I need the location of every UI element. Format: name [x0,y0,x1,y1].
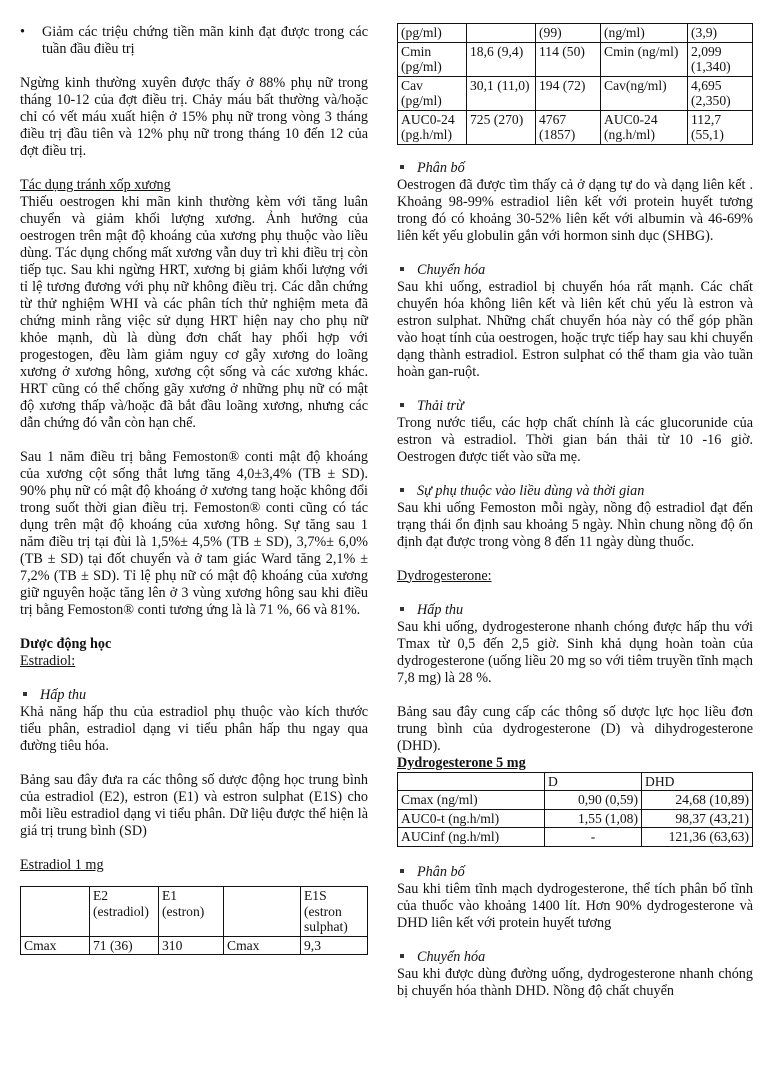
table-row [398,110,753,144]
square-bullet-icon [400,954,404,958]
table-row [398,809,753,828]
table-caption-estradiol: Estradiol 1 mg [20,857,104,873]
table-cell: 725 (270) [467,110,536,144]
square-bullet-icon [400,607,404,611]
paragraph-dydro-metabolism: Sau khi được dùng đường uống, dydrogesterone nhanh chóng bị chuyển hóa thành DHD. Nồng độ chất chuyển [397,965,753,999]
cell-e1-cmax: 310 [159,936,224,955]
table-row [398,791,753,810]
table-cell: 112,7 (55,1) [688,110,753,144]
bullet-dot-icon: • [20,24,25,40]
table-cell: 114 (50) [536,42,601,76]
table-cell: Cav (pg/ml) [398,76,467,110]
table-row [398,42,753,76]
table-cell: AUC0-24 (ng.h/ml) [601,110,688,144]
left-column [20,0,368,955]
square-bullet-icon [400,488,404,492]
paragraph-table-intro: Bảng sau đây đưa ra các thông số dược động học trung bình của estradiol (E2), estron (E1) và estron sulphat (E1S) cho mỗi liều estradiol dạng vi tiểu phân. Dữ liệu được thể hiện là giá trị trung bình (SD) [20,772,368,839]
header-d: D [545,772,642,791]
header-dhd: DHD [642,772,753,791]
table-cell: 4,695 (2,350) [688,76,753,110]
table-cell: 1,55 (1,08) [545,809,642,828]
right-column [397,0,753,1000]
bullet-item [20,24,368,58]
estradiol-table-top [20,886,368,955]
table-cell: (pg/ml) [398,24,467,43]
heading-dydrogesterone: Dydrogesterone: [397,567,492,584]
table-cell: 194 (72) [536,76,601,110]
square-bullet-icon [400,267,404,271]
paragraph-elimination: Trong nước tiểu, các hợp chất chính là các glucorunide của estron và estradiol. Thời gian bán thải từ 10 -16 giờ. Oestrogen được tiết vào sữa mẹ. [397,414,753,465]
square-bullet-icon [400,869,404,873]
square-bullet-icon [23,692,27,696]
square-bullet-icon [400,165,404,169]
subheading-dydro-distribution: Phân bố [397,864,753,881]
table-cell: Cmin (ng/ml) [601,42,688,76]
table-cell: Cmin (pg/ml) [398,42,467,76]
table-cell: (ng/ml) [601,24,688,43]
bullet-text: Giảm các triệu chứng tiền mãn kinh đạt được trong các tuần đầu điều trị [42,24,368,57]
heading-pharmacokinetics: Dược động học [20,636,112,652]
paragraph-bone: Thiếu oestrogen khi mãn kinh thường kèm với tăng luân chuyển và giảm khối lượng xương. Ảnh hưởng của oestrogen trên mật độ khoáng của xương phụ thuộc vào liều dùng. Tác dụng chống mất xương vẫn duy trì khi điều trị còn tiếp tục. Sau khi ngừng HRT, xương bị giảm khối lượng với tỉ lệ tương đương với phụ nữ không điều trị. Các dẫn chứng từ thử nghiệm WHI và các phân tích thử nghiệm meta đã chứng minh rằng việc sử dụng HRT hiện nay cho phụ nữ khỏe mạnh, dù là dùng đơn chất hay phối hợp với progestogen, đều làm giảm nguy cơ gẫy xương do loãng xương ở xương hông, xương cột sống và các xương khác. HRT cũng có thể chống gãy xương ở những phụ nữ có mật độ xương thấp và/hoặc đã bắt đầu loãng xương, nhưng các dẫn chứng đó vẫn còn hạn chế. [20,194,368,431]
square-bullet-icon [400,403,404,407]
table-cell: AUCinf (ng.h/ml) [398,828,545,847]
paragraph-dose-dependence: Sau khi uống Femoston mỗi ngày, nồng độ estradiol đạt đến trạng thái ổn định sau khoảng 5 ngày. Nhìn chung nồng độ ổn định đạt được trong vòng 8 đến 11 ngày dùng thuốc. [397,499,753,550]
table-cell: AUC0-t (ng.h/ml) [398,809,545,828]
table-cell: 24,68 (10,89) [642,791,753,810]
estradiol-table-continued [397,23,753,145]
header-e1: E1 (estron) [159,887,224,937]
row-label-cmax-2: Cmax [224,936,301,955]
dydrogesterone-table [397,772,753,847]
header-e2: E2 (estradiol) [90,887,159,937]
table-cell: 121,36 (63,63) [642,828,753,847]
paragraph-femoston: Sau 1 năm điều trị bằng Femoston® conti mật độ khoáng của xương cột sống thắt lưng tăng 4,0±3,4% (TB ± SD). 90% phụ nữ có mật độ khoáng ở xương tang hoặc không đổi trong suốt thời gian điều trị. Femoston® conti cũng có tác dụng trên mật độ khoáng của xương hông. Sự tăng sau 1 năm điều trị tại đùi là 1,5%± 4,5% (TB ± SD), 3,7%± 6,0% (TB ± SD) tại đốt chuyển và ở tam giác Ward tăng 2,1% ± 7,2% (TB ± SD). Tỉ lệ phụ nữ có mật độ khoáng của xương giữ nguyên hoặc tăng lên ở 3 vùng xương hông sau khi điều trị bằng Femoston® conti tương ứng là là 71 %, 66 và 81%. [20,449,368,618]
paragraph-metabolism: Sau khi uống, estradiol bị chuyển hóa rất mạnh. Các chất chuyển hóa không liên kết và liên kết chủ yếu là estron và estron sulphat. Những chất chuyển hóa này có thể góp phần vào hoạt tính của oestrogen, hoặc trực tiếp hay sau khi chuyển dạng thành estradiol. Estron sulphat có thể tham gia vào tuần hoàn gan-ruột. [397,278,753,380]
table-row [398,76,753,110]
table-cell: 30,1 (11,0) [467,76,536,110]
row-label-cmax: Cmax [21,936,90,955]
paragraph-distribution: Oestrogen đã được tìm thấy cả ở dạng tự do và dạng liên kết . Khoảng 98-99% estradiol liên kết với protein huyết tương trong đó có khoảng 30-52% liên kết với albumin và 46-69% liên kết yếu globulin gắn với hormon sinh dục (SHBG). [397,176,753,244]
paragraph-dydro-distribution: Sau khi tiêm tĩnh mạch dydrogesterone, thể tích phân bố tĩnh của thuốc vào khoảng 1400 lít. Hơn 90% dydrogesterone và DHD liên kết với protein huyết tương [397,880,753,931]
cell-e1s-cmax: 9,3 [301,936,368,955]
subheading-dydro-metabolism: Chuyển hóa [397,949,753,966]
heading-bone-effect: Tác dụng tránh xốp xương [20,177,171,193]
paragraph-dydro-table-intro: Bảng sau đây cung cấp các thông số dược lực học liều đơn trung bình của dydrogesterone (D) và dihydrogesterone (DHD). [397,703,753,754]
header-e1s: E1S (estron sulphat) [301,887,368,937]
paragraph-absorption: Khả năng hấp thu của estradiol phụ thuộc vào kích thước tiểu phân, estradiol dạng vi tiểu phân hấp thu ngay qua đường tiêu hóa. [20,704,368,754]
table-cell: - [545,828,642,847]
table-cell: 4767 (1857) [536,110,601,144]
table-row [398,24,753,43]
subheading-absorption: Hấp thu [20,687,368,704]
paragraph-bleeding: Ngừng kinh thường xuyên được thấy ở 88% phụ nữ trong tháng 10-12 của đợt điều trị. Chảy máu bất thường và/hoặc chỉ có vết máu xuất hiện ở 15% phụ nữ trong vòng 3 tháng điều trị đầu tiên và 12% phụ nữ trong tháng 10 đến 12 của đợt điều trị. [20,75,368,159]
table-cell: 2,099 (1,340) [688,42,753,76]
table-cell: (3,9) [688,24,753,43]
table-cell: 98,37 (43,21) [642,809,753,828]
subheading-dydro-absorption: Hấp thu [397,602,753,619]
table-caption-dydrogesterone: Dydrogesterone 5 mg [397,754,526,771]
table-cell: (99) [536,24,601,43]
table-cell: 18,6 (9,4) [467,42,536,76]
subheading-elimination: Thải trừ [397,398,753,415]
table-cell [467,24,536,43]
paragraph-dydro-absorption: Sau khi uống, dydrogesterone nhanh chóng được hấp thu với Tmax từ 0,5 đến 2,5 giờ. Sinh khả dụng hoàn toàn của dydrogesterone (uống liều 20 mg so với tiêm truyền tĩnh mạch 7,8 mg) là 28 %. [397,618,753,686]
subheading-metabolism: Chuyển hóa [397,262,753,279]
table-row [398,828,753,847]
subheading-dose-dependence: Sự phụ thuộc vào liều dùng và thời gian [397,483,753,500]
table-cell: AUC0-24 (pg.h/ml) [398,110,467,144]
table-cell: Cmax (ng/ml) [398,791,545,810]
table-cell: Cav(ng/ml) [601,76,688,110]
cell-e2-cmax: 71 (36) [90,936,159,955]
subheading-distribution: Phân bố [397,160,753,177]
table-cell: 0,90 (0,59) [545,791,642,810]
heading-estradiol: Estradiol: [20,653,76,669]
